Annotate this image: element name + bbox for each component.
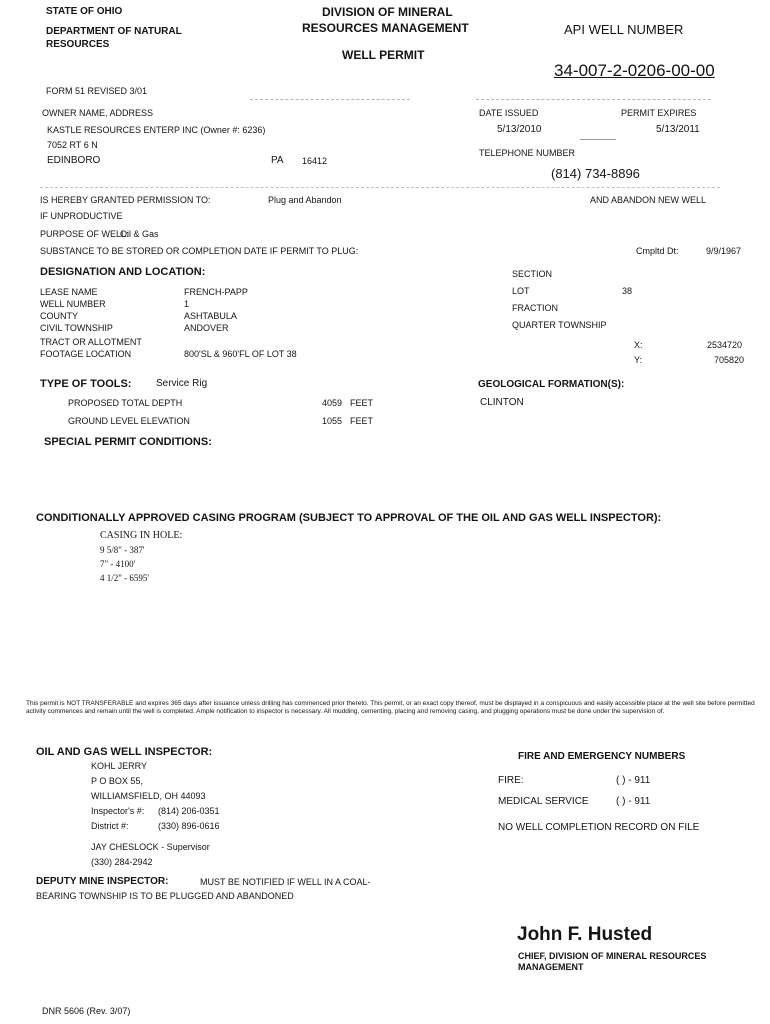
tools-value: Service Rig: [156, 378, 208, 389]
division-heading-line2: RESOURCES MANAGEMENT: [302, 21, 469, 35]
scan-rule: [580, 139, 616, 140]
inspector-number-label: Inspector's #:: [91, 806, 145, 816]
inspector-city: WILLIAMSFIELD, OH 44093: [91, 791, 206, 801]
completed-date: 9/9/1967: [706, 246, 742, 256]
fire-label: FIRE:: [498, 775, 524, 786]
owner-street: 7052 RT 6 N: [47, 140, 98, 150]
scan-rule: [250, 99, 410, 100]
county: ASHTABULA: [184, 311, 237, 321]
unproductive-text: IF UNPRODUCTIVE: [40, 211, 123, 221]
state-heading: STATE OF OHIO: [46, 6, 123, 17]
civil-township-label: CIVIL TOWNSHIP: [40, 323, 113, 333]
inspector-name: KOHL JERRY: [91, 761, 148, 771]
x-coordinate: 2534720: [707, 340, 743, 350]
telephone-number: (814) 734-8896: [551, 166, 640, 181]
inspector-po-box: P O BOX 55,: [91, 776, 143, 786]
date-issued: 5/13/2010: [497, 124, 542, 135]
permission-value: Plug and Abandon: [268, 195, 342, 205]
designation-title: DESIGNATION AND LOCATION:: [40, 266, 206, 278]
form-id: FORM 51 REVISED 3/01: [46, 86, 148, 96]
telephone-label: TELEPHONE NUMBER: [479, 148, 576, 158]
medical-service-label: MEDICAL SERVICE: [498, 796, 589, 807]
total-depth-label: PROPOSED TOTAL DEPTH: [68, 398, 183, 408]
county-label: COUNTY: [40, 311, 78, 321]
legal-notice: This permit is NOT TRANSFERABLE and expires 365 days after issuance unless drilling has commenced prior thereto. This permit, or an exact copy thereof, must be displayed in a conspicuous and easily accessible place at the well site before permitted activity commences and remain until the well is completed. Ample notification to inspector is necessary. All mudding, cementing, placing and removing casing, and plugging operations must be done under the supervision of.: [26, 700, 755, 715]
well-number: 1: [184, 299, 190, 309]
purpose-label: PURPOSE OF WELL:: [40, 229, 129, 239]
api-well-number-label: API WELL NUMBER: [564, 22, 684, 37]
substance-label: SUBSTANCE TO BE STORED OR COMPLETION DATE IF PERMIT TO PLUG:: [40, 246, 359, 256]
lot-value: 38: [622, 286, 633, 296]
supervisor-phone: (330) 284-2942: [91, 857, 153, 867]
fraction-label: FRACTION: [512, 303, 558, 313]
lease-name: FRENCH-PAPP: [184, 287, 248, 297]
lot-label: LOT: [512, 286, 530, 296]
casing-line: 7" - 4100': [100, 559, 136, 569]
owner-name: KASTLE RESOURCES ENTERP INC (Owner #: 6236): [47, 125, 266, 135]
district-number-label: District #:: [91, 821, 129, 831]
section-label: SECTION: [512, 269, 553, 279]
casing-line: 4 1/2" - 6595': [100, 573, 150, 583]
x-coordinate-label: X:: [634, 340, 643, 350]
well-number-label: WELL NUMBER: [40, 299, 106, 309]
tools-title: TYPE OF TOOLS:: [40, 378, 132, 390]
division-heading-line1: DIVISION OF MINERAL: [322, 5, 453, 19]
signature-title-line1: CHIEF, DIVISION OF MINERAL RESOURCES: [518, 951, 707, 961]
completion-record-note: NO WELL COMPLETION RECORD ON FILE: [498, 822, 700, 833]
api-well-number: 34-007-2-0206-00-00: [554, 61, 715, 80]
quarter-township-label: QUARTER TOWNSHIP: [512, 320, 607, 330]
owner-city: EDINBORO: [47, 155, 101, 166]
inspector-phone: (814) 206-0351: [158, 806, 220, 816]
geological-formation: CLINTON: [480, 397, 524, 408]
department-heading-line2: RESOURCES: [46, 39, 110, 50]
deputy-inspector-label: DEPUTY MINE INSPECTOR:: [36, 876, 169, 887]
completed-date-label: Cmpltd Dt:: [636, 246, 679, 256]
permit-title: WELL PERMIT: [342, 48, 425, 62]
civil-township: ANDOVER: [184, 323, 229, 333]
y-coordinate: 705820: [714, 355, 745, 365]
inspector-title: OIL AND GAS WELL INSPECTOR:: [36, 746, 213, 758]
permission-label: IS HEREBY GRANTED PERMISSION TO:: [40, 195, 211, 205]
signature-title-line2: MANAGEMENT: [518, 962, 584, 972]
y-coordinate-label: Y:: [634, 355, 643, 365]
supervisor-name: JAY CHESLOCK - Supervisor: [91, 842, 210, 852]
form-footer: DNR 5606 (Rev. 3/07): [42, 1006, 131, 1016]
elevation: 1055: [322, 416, 343, 426]
fire-number: ( ) - 911: [616, 775, 651, 786]
deputy-inspector-text-2: BEARING TOWNSHIP IS TO BE PLUGGED AND ABANDONED: [36, 891, 294, 901]
date-issued-label: DATE ISSUED: [479, 108, 539, 118]
casing-line: CASING IN HOLE:: [100, 530, 183, 541]
casing-line: 9 5/8" - 387': [100, 545, 145, 555]
scan-rule: [476, 99, 711, 100]
total-depth: 4059: [322, 398, 343, 408]
purpose-value: Oil & Gas: [120, 229, 159, 239]
permit-expires-label: PERMIT EXPIRES: [621, 108, 697, 118]
permit-expires: 5/13/2011: [656, 124, 700, 135]
district-phone: (330) 896-0616: [158, 821, 220, 831]
special-conditions-label: SPECIAL PERMIT CONDITIONS:: [44, 436, 212, 448]
department-heading-line1: DEPARTMENT OF NATURAL: [46, 26, 182, 37]
scan-rule: [40, 187, 720, 188]
geological-formation-label: GEOLOGICAL FORMATION(S):: [478, 379, 625, 390]
lease-name-label: LEASE NAME: [40, 287, 98, 297]
emergency-title: FIRE AND EMERGENCY NUMBERS: [518, 751, 686, 762]
footage-label: FOOTAGE LOCATION: [40, 349, 132, 359]
medical-service-number: ( ) - 911: [616, 796, 651, 807]
owner-zip: 16412: [302, 156, 328, 166]
total-depth-unit: FEET: [350, 398, 374, 408]
owner-label: OWNER NAME, ADDRESS: [42, 108, 154, 118]
tract-label: TRACT OR ALLOTMENT: [40, 337, 142, 347]
footage-location: 800'SL & 960'FL OF LOT 38: [184, 349, 297, 359]
casing-program-title: CONDITIONALLY APPROVED CASING PROGRAM (SUBJECT TO APPROVAL OF THE OIL AND GAS WELL INSPECTOR):: [36, 512, 662, 524]
abandon-new-well-text: AND ABANDON NEW WELL: [590, 195, 707, 205]
signature-name: John F. Husted: [517, 924, 653, 945]
elevation-label: GROUND LEVEL ELEVATION: [68, 416, 190, 426]
deputy-inspector-text: MUST BE NOTIFIED IF WELL IN A COAL-: [200, 877, 371, 887]
owner-state: PA: [271, 155, 284, 166]
elevation-unit: FEET: [350, 416, 374, 426]
